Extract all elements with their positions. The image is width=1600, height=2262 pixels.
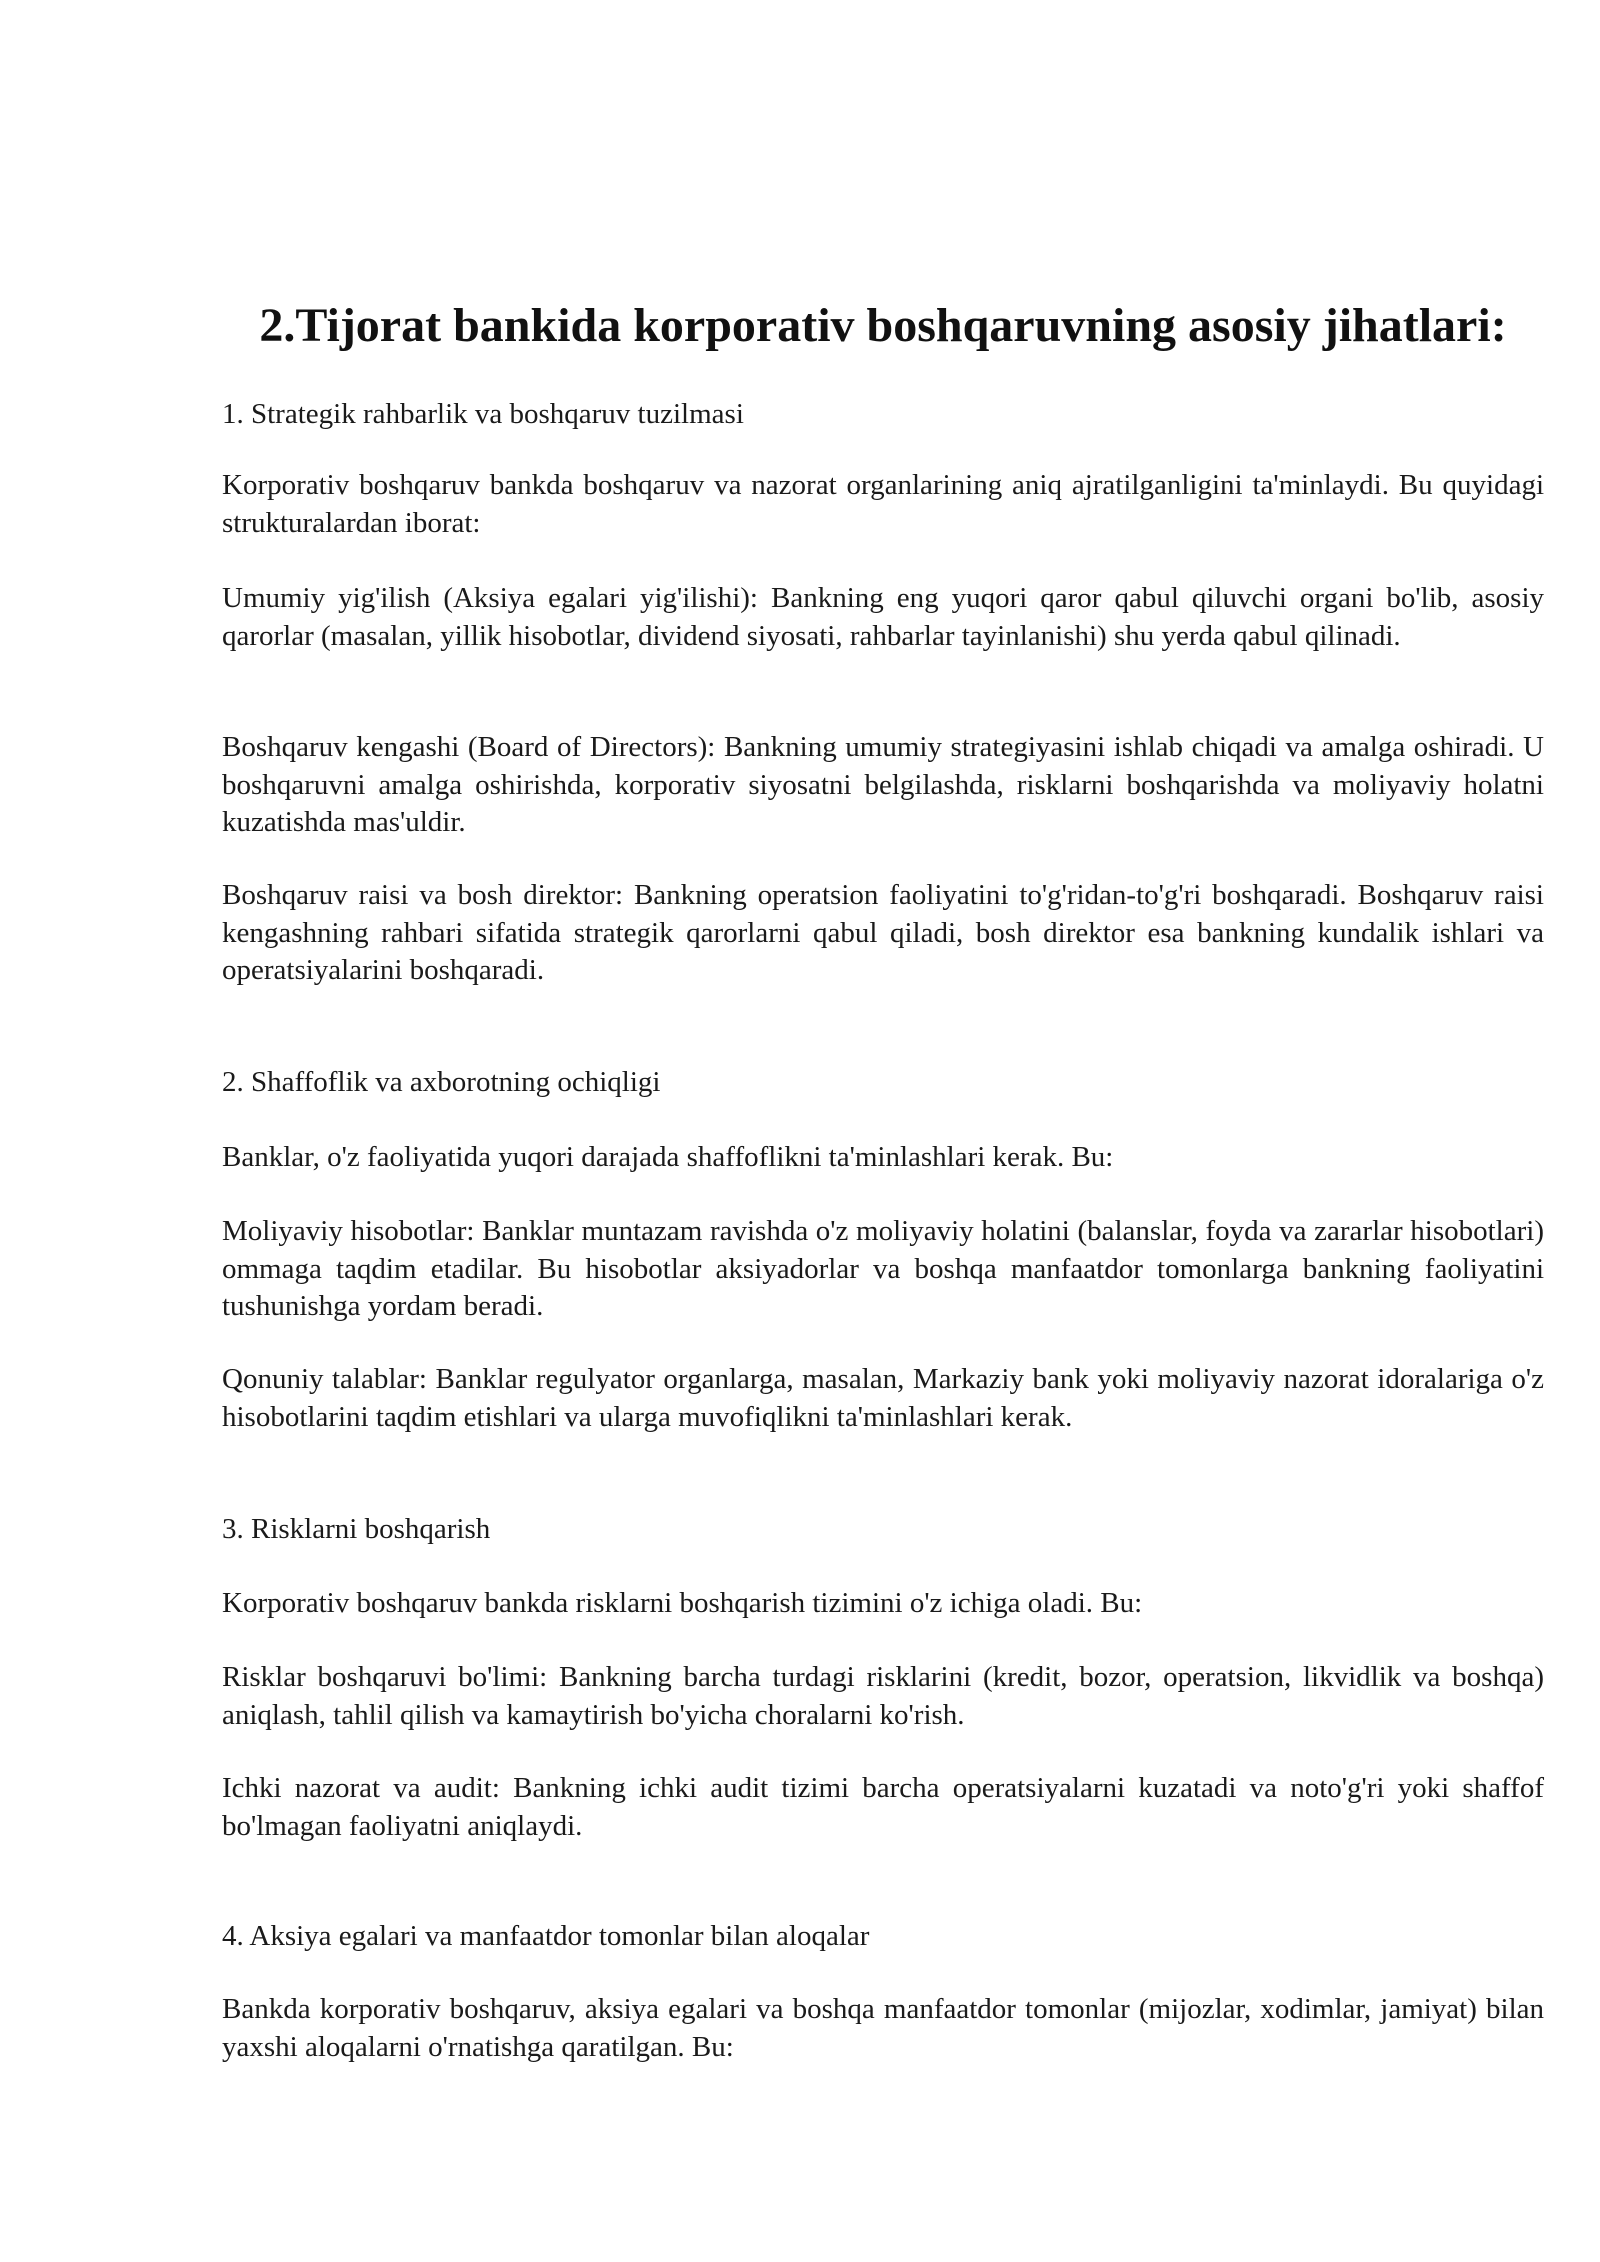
paragraph: Korporativ boshqaruv bankda risklarni boshqarish tizimini o'z ichiga oladi. Bu: <box>222 1587 1143 1619</box>
paragraph: Qonuniy talablar: Banklar regulyator organlarga, masalan, Markaziy bank yoki moliyaviy nazorat idoralariga o'z hisobotlarini taqdim etishlari va ularga muvofiqlikni ta'minlashlari kerak. <box>222 1363 1544 1433</box>
page-title: 2.Tijorat bankida korporativ boshqaruvning asosiy jihatlari: <box>259 299 1507 352</box>
paragraph: Ichki nazorat va audit: Bankning ichki audit tizimi barcha operatsiyalarni kuzatadi va noto'g'ri yoki shaffof bo'lmagan faoliyatni aniqlaydi. <box>222 1772 1544 1842</box>
paragraph: Banklar, o'z faoliyatida yuqori darajada shaffoflikni ta'minlashlari kerak. Bu: <box>222 1141 1114 1173</box>
section-heading-4: 4. Aksiya egalari va manfaatdor tomonlar bilan aloqalar <box>222 1920 870 1952</box>
paragraph: Umumiy yig'ilish (Aksiya egalari yig'ilishi): Bankning eng yuqori qaror qabul qiluvchi organi bo'lib, asosiy qarorlar (masalan, yillik hisobotlar, dividend siyosati, rahbarlar tayinlanishi) shu yerda qabul qilinadi. <box>222 582 1544 652</box>
paragraph: Boshqaruv raisi va bosh direktor: Bankning operatsion faoliyatini to'g'ridan-to'g'ri boshqaradi. Boshqaruv raisi kengashning rahbari sifatida strategik qarorlarni qabul qiladi, bosh direktor esa bankning kundalik ishlari va operatsiyalarini boshqaradi. <box>222 879 1544 986</box>
section-heading-3: 3. Risklarni boshqarish <box>222 1513 491 1545</box>
section-heading-1: 1. Strategik rahbarlik va boshqaruv tuzilmasi <box>222 398 744 430</box>
paragraph: Boshqaruv kengashi (Board of Directors): Bankning umumiy strategiyasini ishlab chiqadi va amalga oshiradi. U boshqaruvni amalga oshirishda, korporativ siyosatni belgilashda, risklarni boshqarishda va moliyaviy holatni kuzatishda mas'uldir. <box>222 731 1544 838</box>
paragraph: Korporativ boshqaruv bankda boshqaruv va nazorat organlarining aniq ajratilganligini ta'minlaydi. Bu quyidagi strukturalardan iborat: <box>222 469 1544 539</box>
paragraph: Risklar boshqaruvi bo'limi: Bankning barcha turdagi risklarini (kredit, bozor, operatsion, likvidlik va boshqa) aniqlash, tahlil qilish va kamaytirish bo'yicha choralarni ko'rish. <box>222 1661 1544 1731</box>
paragraph: Bankda korporativ boshqaruv, aksiya egalari va boshqa manfaatdor tomonlar (mijozlar, xodimlar, jamiyat) bilan yaxshi aloqalarni o'rnatishga qaratilgan. Bu: <box>222 1993 1544 2063</box>
section-heading-2: 2. Shaffoflik va axborotning ochiqligi <box>222 1066 661 1098</box>
paragraph: Moliyaviy hisobotlar: Banklar muntazam ravishda o'z moliyaviy holatini (balanslar, foyda va zararlar hisobotlari) ommaga taqdim etadilar. Bu hisobotlar aksiyadorlar va boshqa manfaatdor tomonlarga bankning faoliyatini tushunishga yordam beradi. <box>222 1215 1544 1322</box>
